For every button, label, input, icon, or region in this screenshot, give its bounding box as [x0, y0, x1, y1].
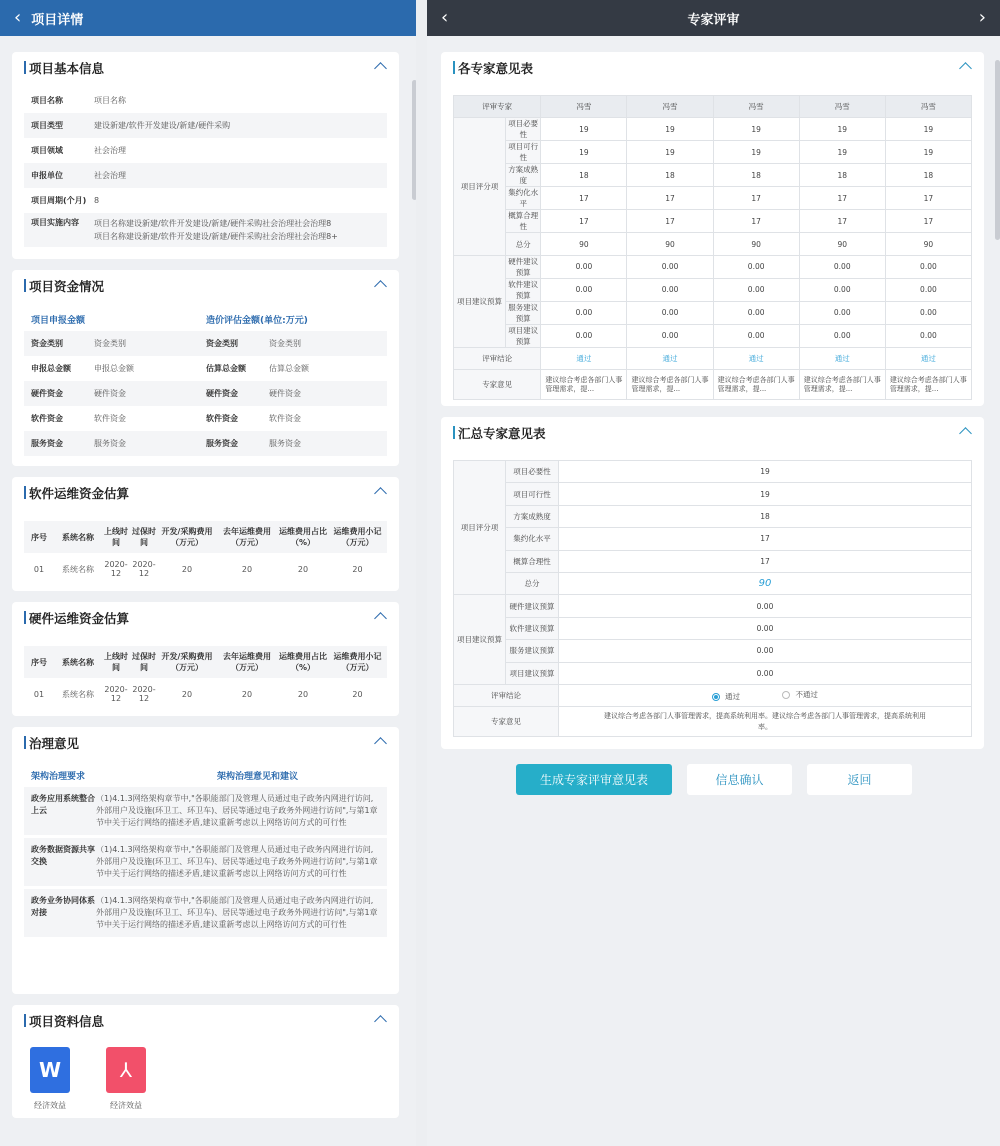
- table-cell: 18: [541, 164, 627, 187]
- table-cell: 0.00: [799, 278, 885, 301]
- row-label: 软件建议预算: [506, 278, 541, 301]
- conclusion-link[interactable]: 通过: [885, 347, 971, 369]
- row-label: 硬件建议预算: [506, 595, 559, 617]
- funds-title: 项目资金情况: [29, 279, 105, 294]
- page-title: 专家评审: [687, 12, 740, 28]
- group-label: 项目评分项: [454, 118, 506, 255]
- table-cell: 0.00: [627, 255, 713, 278]
- field-label: 申报单位: [31, 171, 63, 180]
- documents-header[interactable]: [12, 1005, 399, 1037]
- table-cell: 90: [885, 233, 971, 255]
- table-cell: 0.00: [713, 278, 799, 301]
- summary-table-wrap: [453, 460, 972, 737]
- table-header: [454, 96, 972, 118]
- column-header: 运维费用占比（%）: [279, 527, 327, 547]
- field-label: 申报总金额: [31, 364, 71, 373]
- table-cell: 0.00: [799, 255, 885, 278]
- radio-fail[interactable]: [782, 689, 818, 700]
- word-file-icon[interactable]: W: [30, 1047, 70, 1093]
- table-cell: 90: [799, 233, 885, 255]
- confirm-info-button[interactable]: 信息确认: [687, 764, 792, 795]
- list-item: [24, 163, 387, 188]
- expert-opinion: 建议综合考虑各部门人事管理需求，提...: [713, 370, 799, 400]
- column-header: 运维费用占比（%）: [279, 652, 327, 672]
- list-item: [24, 431, 387, 456]
- item-title: 政务数据资源共享交换: [31, 845, 95, 866]
- table-cell: 0.00: [713, 324, 799, 347]
- table-cell: 0.00: [559, 595, 972, 617]
- table-row: [454, 595, 972, 617]
- field-label: 估算总金额: [206, 364, 246, 373]
- table-cell: 19: [713, 141, 799, 164]
- governance-list: [24, 787, 387, 940]
- row-label: 概算合理性: [506, 210, 541, 233]
- row-label: 硬件建议预算: [506, 255, 541, 278]
- generate-opinion-button[interactable]: 生成专家评审意见表: [516, 764, 672, 795]
- expert-opinions-table: [453, 95, 972, 400]
- table-row: [454, 233, 972, 255]
- collapse-icon[interactable]: [959, 427, 972, 440]
- table-cell: 20: [181, 689, 193, 699]
- column-header: 上线时间: [104, 527, 128, 547]
- field-value: 社会治理: [94, 146, 126, 155]
- field-value: 软件资金: [94, 414, 126, 423]
- column-header: 序号: [31, 657, 47, 667]
- table-row: [454, 370, 972, 400]
- collapse-icon[interactable]: [374, 1015, 387, 1028]
- field-label: 项目类型: [31, 121, 63, 130]
- table-cell: 19: [713, 118, 799, 141]
- basic-info-list: [24, 88, 387, 247]
- list-item: [24, 88, 387, 113]
- table-row: [454, 347, 972, 369]
- radio-pass[interactable]: [712, 691, 740, 702]
- table-cell: 19: [559, 483, 972, 505]
- table-cell: 19: [627, 141, 713, 164]
- field-value: 服务资金: [94, 439, 126, 448]
- table-cell: 系统名称: [62, 564, 94, 574]
- expert-opinions-table-wrap: [453, 95, 972, 400]
- governance-header[interactable]: [12, 727, 399, 759]
- table-cell: 17: [713, 187, 799, 210]
- radio-checked-icon[interactable]: [712, 693, 720, 701]
- row-label: 概算合理性: [506, 550, 559, 572]
- conclusion-link[interactable]: 通过: [713, 347, 799, 369]
- field-label: 软件资金: [206, 414, 238, 423]
- row-label: 专家意见: [454, 707, 559, 737]
- software-maintenance-table: [24, 521, 387, 585]
- governance-card: [12, 727, 399, 994]
- table-row: [454, 640, 972, 662]
- row-label: 总分: [506, 233, 541, 255]
- row-label: 集约化水平: [506, 187, 541, 210]
- basic-info-title: 项目基本信息: [29, 61, 105, 76]
- item-detail: （1)4.1.3网络架构章节中,"各职能部门及管理人员通过电子政务内网进行访问,外部用户及设施(环卫工、环卫车)、居民等通过电子政务外网进行访问",与第1章节中关于运行网络的描述矛盾,建议重新考虑以上网络访问方式的可行性: [96, 896, 378, 929]
- table-row: [454, 572, 972, 594]
- field-value: 资金类别: [94, 339, 126, 348]
- column-header: 系统名称: [62, 657, 94, 667]
- table-cell: 0.00: [541, 278, 627, 301]
- funds-card: [12, 270, 399, 466]
- software-maintenance-card: [12, 477, 399, 591]
- table-cell: 2020-12: [132, 685, 156, 703]
- row-label: 总分: [506, 572, 559, 594]
- list-item: [24, 138, 387, 163]
- table-cell: 0.00: [627, 278, 713, 301]
- total-score: 90: [559, 572, 972, 594]
- table-cell: 0.00: [627, 301, 713, 324]
- table-cell: 2020-12: [104, 685, 128, 703]
- table-cell: 17: [799, 187, 885, 210]
- group-label: 项目建议预算: [454, 255, 506, 347]
- documents-title: 项目资料信息: [29, 1014, 105, 1029]
- hardware-maintenance-header[interactable]: [12, 602, 399, 634]
- column-header: 系统名称: [62, 532, 94, 542]
- table-cell: 19: [541, 118, 627, 141]
- radio-label: 不通过: [795, 690, 818, 700]
- table-cell: 17: [541, 210, 627, 233]
- table-row: [454, 141, 972, 164]
- expert-opinion: 建议综合考虑各部门人事管理需求，提...: [799, 370, 885, 400]
- back-button[interactable]: 返回: [807, 764, 912, 795]
- table-cell: 0.00: [885, 255, 971, 278]
- field-label: 项目实施内容: [31, 218, 79, 227]
- table-cell: 17: [885, 187, 971, 210]
- column-header: 去年运维费用（万元）: [223, 652, 271, 672]
- group-label: 项目建议预算: [454, 595, 506, 685]
- list-item: [24, 356, 387, 381]
- expert-opinions-header[interactable]: [441, 52, 984, 84]
- table-cell: 18: [713, 164, 799, 187]
- prev-chevron-icon[interactable]: ‹: [441, 7, 449, 28]
- table-cell: 0.00: [885, 301, 971, 324]
- field-value: 服务资金: [269, 439, 301, 448]
- table-row: [24, 553, 387, 585]
- table-cell: 19: [541, 141, 627, 164]
- field-value: 估算总金额: [269, 364, 309, 373]
- collapse-icon[interactable]: [374, 737, 387, 750]
- table-cell: 17: [627, 210, 713, 233]
- table-cell: 17: [541, 187, 627, 210]
- hardware-maintenance-table: [24, 646, 387, 710]
- field-value: 申报总金额: [94, 364, 134, 373]
- table-row: [454, 461, 972, 483]
- table-row: [454, 187, 972, 210]
- field-label: 项目领域: [31, 146, 63, 155]
- table-cell: 19: [559, 461, 972, 483]
- row-label: 项目必要性: [506, 461, 559, 483]
- field-value: 建设新建/软件开发建设/新建/硬件采购: [94, 121, 231, 130]
- field-value: [94, 217, 387, 243]
- summary-opinion: 建议综合考虑各部门人事管理需求，提高系统利用率。建议综合考虑各部门人事管理需求，提高系统利用率。: [559, 707, 972, 737]
- field-label: 项目周期(个月): [31, 196, 87, 205]
- document-item[interactable]: [106, 1047, 146, 1111]
- table-cell: 17: [885, 210, 971, 233]
- table-cell: 0.00: [713, 301, 799, 324]
- content-line: 项目名称建设新建/软件开发建设/新建/硬件采购社会治理社会治理8: [94, 219, 332, 228]
- governance-advice-title: 架构治理意见和建议: [217, 772, 299, 782]
- column-header: 开发/采购费用（万元）: [161, 652, 213, 672]
- table-cell: 90: [541, 233, 627, 255]
- conclusion-link[interactable]: 通过: [541, 347, 627, 369]
- column-header: 运维费用小记（万元）: [333, 527, 382, 547]
- field-label: 软件资金: [31, 414, 63, 423]
- field-label: 硬件资金: [206, 389, 238, 398]
- table-row: [24, 678, 387, 710]
- field-value: 硬件资金: [269, 389, 301, 398]
- table-row: [454, 118, 972, 141]
- table-row: [454, 528, 972, 550]
- field-label: 服务资金: [31, 439, 63, 448]
- table-cell: 19: [885, 141, 971, 164]
- table-row: [454, 617, 972, 639]
- summary-opinion-card: [441, 417, 984, 749]
- radio-unchecked-icon[interactable]: [782, 691, 790, 699]
- row-label: 项目可行性: [506, 141, 541, 164]
- field-label: 硬件资金: [31, 389, 63, 398]
- list-item: [24, 331, 387, 356]
- table-cell: 0.00: [541, 301, 627, 324]
- declared-amount-title: 项目申报金额: [31, 316, 86, 326]
- table-cell: 18: [885, 164, 971, 187]
- column-header: 过保时间: [132, 652, 156, 672]
- table-cell: 01: [33, 564, 45, 574]
- table-row: [454, 707, 972, 737]
- item-detail: （1)4.1.3网络架构章节中,"各职能部门及管理人员通过电子政务内网进行访问,外部用户及设施(环卫工、环卫车)、居民等通过电子政务外网进行访问",与第1章节中关于运行网络的描述矛盾,建议重新考虑以上网络访问方式的可行性: [96, 794, 378, 827]
- item-title: 政务业务协同体系对接: [31, 896, 95, 917]
- collapse-icon[interactable]: [959, 62, 972, 75]
- item-detail: （1)4.1.3网络架构章节中,"各职能部门及管理人员通过电子政务内网进行访问,外部用户及设施(环卫工、环卫车)、居民等通过电子政务外网进行访问",与第1章节中关于运行网络的描述矛盾,建议重新考虑以上网络访问方式的可行性: [96, 845, 378, 878]
- table-cell: 20: [297, 689, 309, 699]
- expert-name: 冯雪: [885, 96, 971, 118]
- table-cell: 0.00: [559, 617, 972, 639]
- hardware-maintenance-title: 硬件运维资金估算: [29, 611, 130, 626]
- table-cell: 90: [627, 233, 713, 255]
- table-header: [24, 521, 387, 553]
- row-label: 服务建议预算: [506, 640, 559, 662]
- table-cell: 19: [799, 118, 885, 141]
- table-cell: 17: [559, 550, 972, 572]
- list-item: [24, 213, 387, 247]
- expert-review-pane: [427, 0, 1000, 1146]
- expert-opinions-card: [441, 52, 984, 406]
- table-cell: 0.00: [885, 324, 971, 347]
- table-cell: 0.00: [713, 255, 799, 278]
- table-cell: 20: [297, 564, 309, 574]
- expert-opinion: 建议综合考虑各部门人事管理需求，提...: [541, 370, 627, 400]
- table-cell: 2020-12: [132, 560, 156, 578]
- collapse-icon[interactable]: [374, 487, 387, 500]
- hardware-maintenance-card: [12, 602, 399, 716]
- table-row: [454, 483, 972, 505]
- expert-name: 冯雪: [799, 96, 885, 118]
- estimated-amount-title: 造价评估金额(单位:万元): [206, 316, 308, 326]
- field-value: 硬件资金: [94, 389, 126, 398]
- field-label: 资金类别: [31, 339, 63, 348]
- field-label: 项目名称: [31, 96, 63, 105]
- list-item: [24, 381, 387, 406]
- item-title: 政务应用系统整合上云: [31, 794, 95, 815]
- table-cell: 19: [799, 141, 885, 164]
- basic-info-card: [12, 52, 399, 259]
- table-row: [454, 278, 972, 301]
- list-item: [24, 188, 387, 213]
- table-cell: 19: [627, 118, 713, 141]
- list-item: [24, 406, 387, 431]
- table-cell: 0.00: [541, 324, 627, 347]
- row-label: 方案成熟度: [506, 505, 559, 527]
- row-label: 项目建议预算: [506, 324, 541, 347]
- table-cell: 01: [33, 689, 45, 699]
- row-label: 评审结论: [454, 684, 559, 706]
- table-cell: 18: [627, 164, 713, 187]
- table-row: [454, 210, 972, 233]
- field-value: 项目名称: [94, 96, 126, 105]
- row-label: 方案成熟度: [506, 164, 541, 187]
- list-item: [24, 787, 387, 835]
- table-cell: 20: [241, 564, 253, 574]
- document-label: 经济效益: [110, 1101, 142, 1110]
- expert-opinion: 建议综合考虑各部门人事管理需求，提...: [885, 370, 971, 400]
- table-cell: 90: [713, 233, 799, 255]
- summary-opinion-title: 汇总专家意见表: [458, 426, 546, 441]
- expert-name: 冯雪: [541, 96, 627, 118]
- table-cell: 19: [885, 118, 971, 141]
- funds-list: [24, 331, 387, 456]
- row-label: 评审结论: [454, 347, 541, 369]
- document-label: 经济效益: [34, 1101, 66, 1110]
- table-cell: 0.00: [799, 324, 885, 347]
- conclusion-link[interactable]: 通过: [799, 347, 885, 369]
- row-label: 项目必要性: [506, 118, 541, 141]
- expert-review-header: [427, 0, 1000, 36]
- row-label: 服务建议预算: [506, 301, 541, 324]
- governance-title: 治理意见: [29, 736, 80, 751]
- table-cell: 17: [627, 187, 713, 210]
- summary-opinion-header[interactable]: [441, 417, 984, 449]
- document-item[interactable]: [30, 1047, 70, 1111]
- table-cell: 17: [559, 528, 972, 550]
- governance-requirement-title: 架构治理要求: [31, 772, 86, 782]
- list-item: [24, 838, 387, 886]
- group-label: 项目评分项: [454, 461, 506, 595]
- row-label: 项目可行性: [506, 483, 559, 505]
- table-row: [454, 662, 972, 684]
- field-label: 资金类别: [206, 339, 238, 348]
- documents-card: [12, 1005, 399, 1118]
- collapse-icon[interactable]: [374, 62, 387, 75]
- row-label: 专家意见: [454, 370, 541, 400]
- collapse-icon[interactable]: [374, 280, 387, 293]
- table-cell: 20: [181, 564, 193, 574]
- table-row: [454, 505, 972, 527]
- table-cell: 2020-12: [104, 560, 128, 578]
- collapse-icon[interactable]: [374, 612, 387, 625]
- column-header: 开发/采购费用（万元）: [161, 527, 213, 547]
- conclusion-radio-group: [559, 684, 972, 706]
- radio-label: 通过: [725, 692, 741, 702]
- table-row: [454, 550, 972, 572]
- table-row: [454, 301, 972, 324]
- content-line: 项目名称建设新建/软件开发建设/新建/硬件采购社会治理社会治理8+: [94, 232, 338, 241]
- table-cell: 20: [241, 689, 253, 699]
- expert-opinion: 建议综合考虑各部门人事管理需求，提...: [627, 370, 713, 400]
- row-label: 软件建议预算: [506, 617, 559, 639]
- expert-opinions-title: 各专家意见表: [458, 61, 534, 76]
- pdf-file-icon[interactable]: ⅄: [106, 1047, 146, 1093]
- project-detail-header: [0, 0, 416, 36]
- table-cell: 0.00: [559, 662, 972, 684]
- right-scrollbar[interactable]: [995, 60, 1000, 240]
- project-detail-pane: [0, 0, 416, 1146]
- column-header: 评审专家: [454, 96, 541, 118]
- table-cell: 0.00: [541, 255, 627, 278]
- table-cell: 系统名称: [62, 689, 94, 699]
- table-cell: 20: [352, 689, 363, 699]
- list-item: [24, 889, 387, 937]
- basic-info-header[interactable]: [12, 52, 399, 84]
- software-maintenance-header[interactable]: [12, 477, 399, 509]
- back-chevron-icon[interactable]: ‹: [14, 7, 22, 28]
- software-maintenance-title: 软件运维资金估算: [29, 486, 130, 501]
- field-value: 8: [94, 196, 100, 205]
- page-title: 项目详情: [31, 12, 84, 28]
- table-cell: 17: [713, 210, 799, 233]
- expert-name: 冯雪: [627, 96, 713, 118]
- field-value: 资金类别: [269, 339, 301, 348]
- expert-name: 冯雪: [713, 96, 799, 118]
- row-label: 集约化水平: [506, 528, 559, 550]
- next-chevron-icon[interactable]: ›: [978, 7, 986, 28]
- table-cell: 18: [799, 164, 885, 187]
- column-header: 运维费用小记（万元）: [333, 652, 382, 672]
- column-header: 序号: [31, 532, 47, 542]
- table-row: [454, 255, 972, 278]
- field-value: 软件资金: [269, 414, 301, 423]
- field-label: 服务资金: [206, 439, 238, 448]
- table-row: [454, 164, 972, 187]
- row-label: 项目建议预算: [506, 662, 559, 684]
- conclusion-link[interactable]: 通过: [627, 347, 713, 369]
- left-scrollbar[interactable]: [412, 80, 416, 200]
- table-cell: 18: [559, 505, 972, 527]
- funds-header[interactable]: [12, 270, 399, 302]
- field-value: 社会治理: [94, 171, 126, 180]
- table-header: [24, 646, 387, 678]
- column-header: 去年运维费用（万元）: [223, 527, 271, 547]
- summary-table: [453, 460, 972, 737]
- table-cell: 0.00: [627, 324, 713, 347]
- table-cell: 0.00: [799, 301, 885, 324]
- column-header: 上线时间: [104, 652, 128, 672]
- table-row: [454, 684, 972, 706]
- table-cell: 17: [799, 210, 885, 233]
- table-cell: 0.00: [885, 278, 971, 301]
- list-item: [24, 113, 387, 138]
- column-header: 过保时间: [132, 527, 156, 547]
- table-row: [454, 324, 972, 347]
- table-cell: 0.00: [559, 640, 972, 662]
- table-cell: 20: [352, 564, 363, 574]
